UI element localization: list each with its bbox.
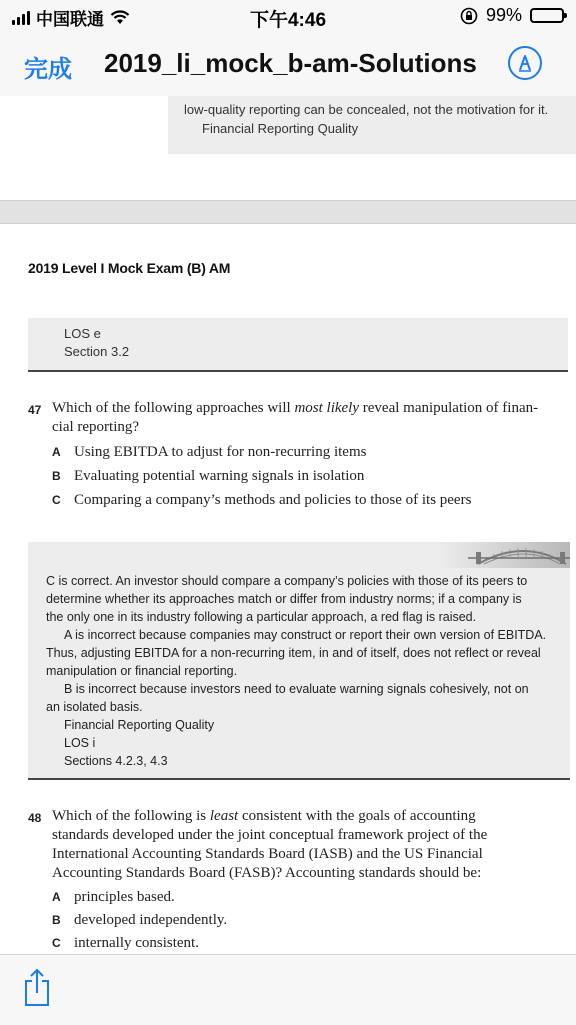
option-b: B Evaluating potential warning signals in isolation	[52, 468, 365, 484]
answer-line: Thus, adjusting EBITDA for a non-recurring item, in and of itself, does not reflect or reveal	[46, 646, 541, 660]
question-number: 47	[28, 403, 42, 417]
question-text-line: Accounting Standards Board (FASB)? Accounting standards should be:	[52, 865, 482, 881]
battery-icon	[530, 8, 564, 23]
bottom-toolbar	[0, 954, 576, 1025]
answer-topic: Financial Reporting Quality	[202, 121, 359, 136]
answer-los: LOS i	[64, 736, 96, 750]
question-text-line: cial reporting?	[52, 419, 140, 435]
section-label: Section 3.2	[64, 344, 130, 359]
question-number: 48	[28, 811, 42, 825]
answer-line: A is incorrect because companies may construct or report their own version of EBITDA.	[64, 628, 547, 642]
page-break	[0, 200, 576, 224]
answer-box-47	[28, 542, 570, 780]
option-a: A principles based.	[52, 889, 175, 905]
status-right	[460, 5, 564, 26]
los-box	[28, 318, 568, 372]
markup-pen-icon[interactable]	[508, 46, 542, 80]
rotation-lock-icon	[460, 7, 478, 25]
los-label: LOS e	[64, 326, 101, 341]
battery-percent: 99%	[485, 5, 522, 25]
document-title: 2019_li_mock_b-am-Solutions	[104, 48, 477, 78]
answer-line: C is correct. An investor should compare a company’s policies with those of its peers to	[46, 574, 528, 588]
answer-line: determine whether its approaches match or differ from industry norms; if a company is	[46, 592, 522, 606]
pdf-content[interactable]	[0, 96, 576, 954]
carrier-label: 中国联通	[36, 10, 104, 29]
option-c: C Comparing a company’s methods and policies to those of its peers	[52, 492, 472, 508]
done-button[interactable]: 完成	[24, 56, 72, 83]
bridge-graphic	[438, 542, 570, 568]
answer-line: the only one in its industry following a particular approach, a red flag is raised.	[46, 610, 477, 624]
question-text-line: standards developed under the joint conceptual framework project of the	[52, 827, 488, 843]
share-icon[interactable]	[22, 967, 52, 1007]
navigation-bar	[0, 34, 576, 97]
answer-line: B is incorrect because investors need to evaluate warning signals cohesively, not on	[64, 682, 529, 696]
question-text-line: International Accounting Standards Board (IASB) and the US Financial	[52, 846, 483, 862]
question-text-line: Which of the following is least consistent with the goals of accounting	[52, 808, 476, 824]
answer-sections: Sections 4.2.3, 4.3	[64, 754, 168, 768]
status-time: 下午4:46	[249, 10, 327, 31]
answer-line: an isolated basis.	[46, 700, 143, 714]
option-a: A Using EBITDA to adjust for non-recurring items	[52, 444, 367, 460]
question-text-line: Which of the following approaches will most likely reveal manipulation of finan-	[52, 400, 539, 416]
option-c: C internally consistent.	[52, 935, 199, 951]
previous-answer-box	[168, 96, 576, 154]
status-bar	[0, 0, 576, 34]
answer-text-line: low-quality reporting can be concealed, not the motivation for it.	[184, 102, 549, 117]
option-b: B developed independently.	[52, 912, 228, 928]
answer-line: manipulation or financial reporting.	[46, 664, 238, 678]
page-header: 2019 Level I Mock Exam (B) AM	[28, 260, 231, 276]
answer-topic: Financial Reporting Quality	[64, 718, 215, 732]
